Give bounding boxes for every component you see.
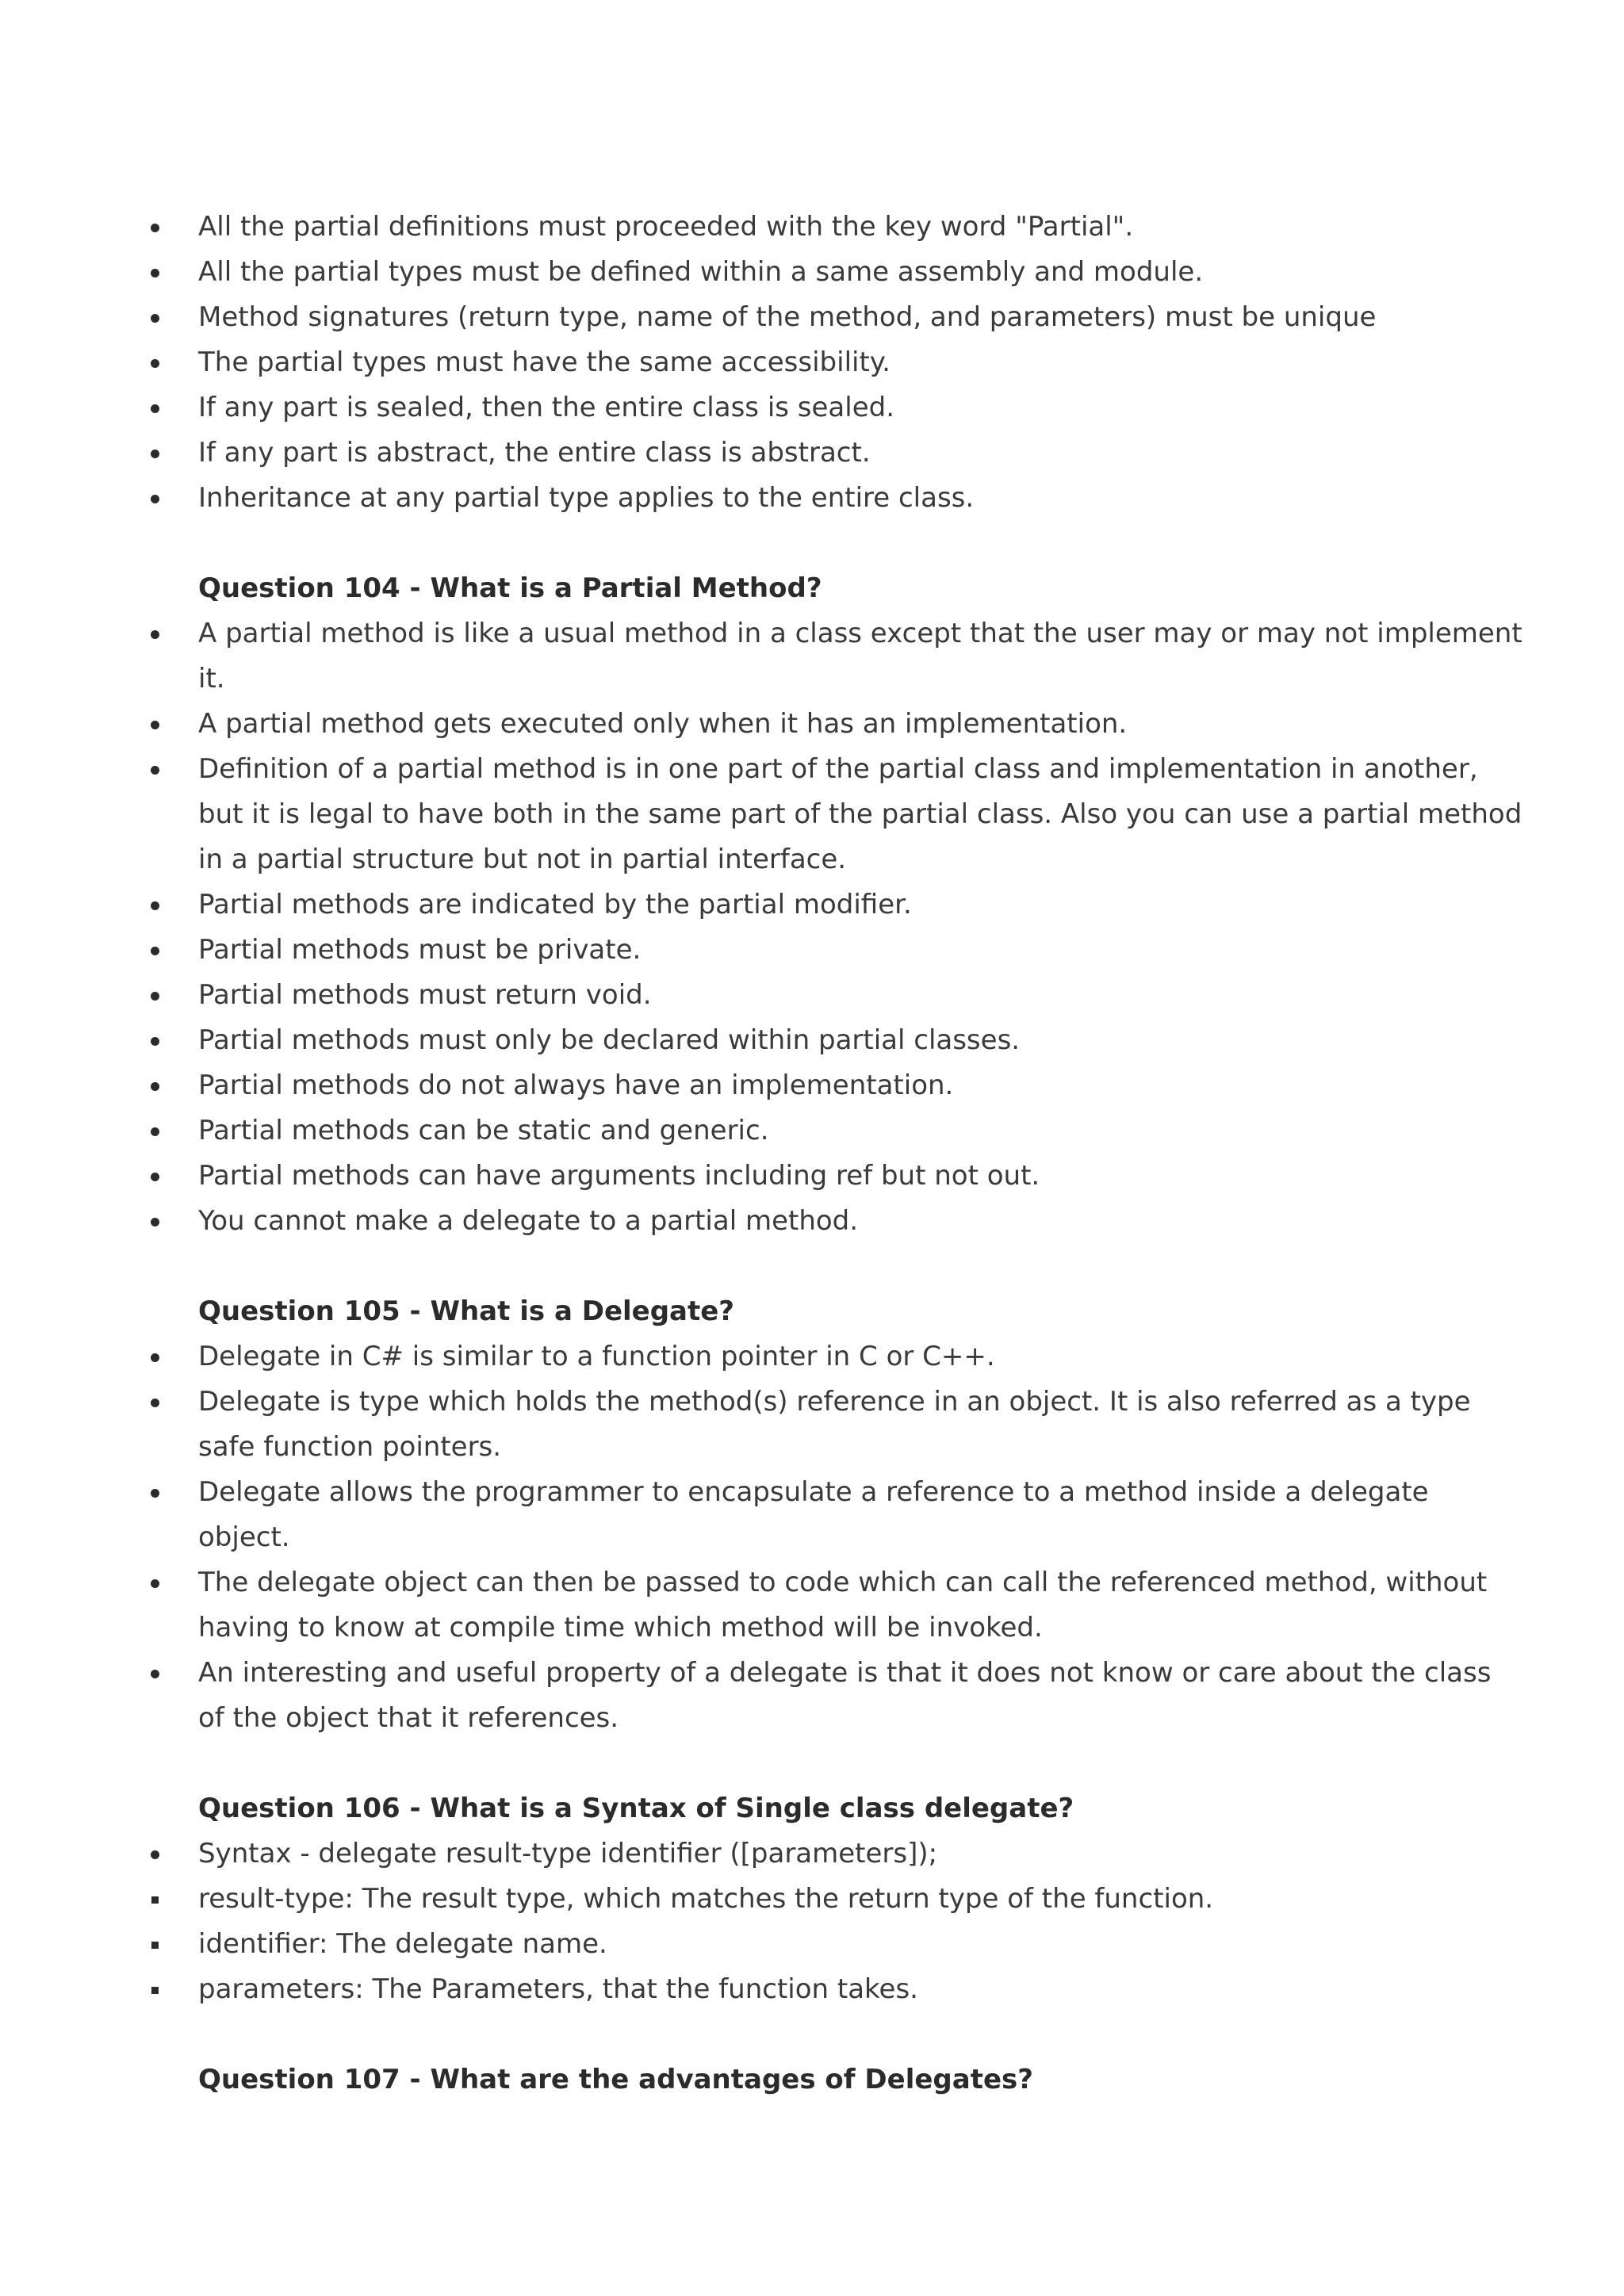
list-item-line <box>0 340 1624 385</box>
square-bullet-icon <box>149 1877 165 1922</box>
list-item-line <box>0 611 1624 656</box>
list-item-continuation-line <box>0 792 1624 837</box>
bullet-icon <box>149 747 165 792</box>
list-item-line <box>0 1967 1624 2012</box>
list-item-line <box>0 1922 1624 1967</box>
list-item-text: Delegate is type which holds the method(s) reference in an object. It is also referred as a type <box>198 1386 1471 1418</box>
list-item-continuation-line <box>0 1425 1624 1470</box>
bullet-icon <box>149 1651 165 1696</box>
list-item <box>0 205 1624 250</box>
list-item <box>0 882 1624 928</box>
list-item-line <box>0 1108 1624 1154</box>
list-item-text: Partial methods do not always have an implementation. <box>198 1070 954 1101</box>
list-item-text: The delegate object can then be passed to code which can call the referenced method, without <box>198 1567 1488 1598</box>
bullet-icon <box>149 1334 165 1380</box>
bullet-icon <box>149 295 165 340</box>
list-item <box>0 1831 1624 1877</box>
bullet-icon <box>149 250 165 295</box>
bullet-icon <box>149 611 165 656</box>
list-item <box>0 611 1624 702</box>
bullet-icon <box>149 973 165 1018</box>
question-heading-text: Question 104 - What is a Partial Method? <box>198 572 822 604</box>
list-item <box>0 747 1624 882</box>
list-item <box>0 1922 1624 1967</box>
bullet-icon <box>149 340 165 385</box>
list-item-text: Partial methods must only be declared within partial classes. <box>198 1024 1021 1056</box>
list-item-text: Delegate in C# is similar to a function pointer in C or C++. <box>198 1341 995 1372</box>
bullet-icon <box>149 1199 165 1244</box>
list-item-text: Partial methods can be static and generic. <box>198 1115 769 1146</box>
list-item-continuation-line <box>0 1696 1624 1741</box>
question-heading-text: Question 105 - What is a Delegate? <box>198 1295 735 1327</box>
list-item-text: Syntax - delegate result-type identifier ([parameters]); <box>198 1838 938 1869</box>
list-item-text: An interesting and useful property of a delegate is that it does not know or care about the class <box>198 1657 1492 1689</box>
list-item-text: it. <box>198 663 225 695</box>
list-item-line <box>0 1063 1624 1108</box>
list-item-line <box>0 1651 1624 1696</box>
list-item-continuation-line <box>0 1605 1624 1651</box>
list-item-line <box>0 250 1624 295</box>
list-item-text: Definition of a partial method is in one part of the partial class and implementation in another, <box>198 753 1478 785</box>
list-item-line <box>0 1018 1624 1063</box>
square-bullet-icon <box>149 1922 165 1967</box>
bullet-icon <box>149 1018 165 1063</box>
list-item <box>0 1154 1624 1199</box>
list-item <box>0 1334 1624 1380</box>
list-item <box>0 928 1624 973</box>
list-item <box>0 385 1624 430</box>
bullet-icon <box>149 1470 165 1515</box>
list-item-text: Partial methods are indicated by the partial modifier. <box>198 889 912 920</box>
list-item-text: result-type: The result type, which matches the return type of the function. <box>198 1883 1214 1915</box>
question-heading <box>0 2057 1624 2103</box>
list-item-text: of the object that it references. <box>198 1702 619 1734</box>
bullet-icon <box>149 1108 165 1154</box>
list-item <box>0 1108 1624 1154</box>
question-heading <box>0 1289 1624 1334</box>
list-item <box>0 1967 1624 2012</box>
list-item <box>0 1018 1624 1063</box>
list-item-continuation-line <box>0 837 1624 882</box>
list-item <box>0 973 1624 1018</box>
bullet-icon <box>149 1560 165 1605</box>
bullet-icon <box>149 882 165 928</box>
section-spacer <box>0 521 1624 566</box>
list-item-text: If any part is abstract, the entire class is abstract. <box>198 437 871 469</box>
list-item <box>0 1651 1624 1741</box>
list-item-line <box>0 1334 1624 1380</box>
list-item <box>0 1199 1624 1244</box>
list-item-line <box>0 1199 1624 1244</box>
question-heading-text: Question 107 - What are the advantages of Delegates? <box>198 2064 1033 2095</box>
list-item-line <box>0 205 1624 250</box>
list-item-text: Partial methods must be private. <box>198 934 642 966</box>
section-spacer <box>0 1244 1624 1289</box>
list-item-text: A partial method is like a usual method in a class except that the user may or may not implement <box>198 618 1522 649</box>
list-item-line <box>0 1380 1624 1425</box>
section-spacer <box>0 2012 1624 2057</box>
list-item-line <box>0 1560 1624 1605</box>
list-item-continuation-line <box>0 656 1624 702</box>
bullet-icon <box>149 1154 165 1199</box>
bullet-icon <box>149 1063 165 1108</box>
list-item-line <box>0 1877 1624 1922</box>
question-heading <box>0 1786 1624 1831</box>
list-item-line <box>0 747 1624 792</box>
bullet-icon <box>149 385 165 430</box>
bullet-icon <box>149 702 165 747</box>
list-item <box>0 1063 1624 1108</box>
list-item-line <box>0 928 1624 973</box>
bullet-icon <box>149 430 165 476</box>
list-item <box>0 340 1624 385</box>
list-item-text: If any part is sealed, then the entire class is sealed. <box>198 392 895 423</box>
list-item-text: Partial methods can have arguments including ref but not out. <box>198 1160 1040 1192</box>
bullet-icon <box>149 928 165 973</box>
list-item-text: safe function pointers. <box>198 1431 502 1463</box>
list-item-line <box>0 1470 1624 1515</box>
list-item-line <box>0 476 1624 521</box>
list-item-text: object. <box>198 1521 290 1553</box>
list-item-text: in a partial structure but not in partial interface. <box>198 844 847 875</box>
list-item-line <box>0 1154 1624 1199</box>
list-item <box>0 1877 1624 1922</box>
list-item <box>0 1380 1624 1470</box>
list-item-line <box>0 882 1624 928</box>
list-item-text: All the partial types must be defined within a same assembly and module. <box>198 256 1204 288</box>
list-item-text: parameters: The Parameters, that the function takes. <box>198 1973 918 2005</box>
bullet-icon <box>149 1380 165 1425</box>
list-item-line <box>0 702 1624 747</box>
list-item <box>0 430 1624 476</box>
list-item-text: Delegate allows the programmer to encapsulate a reference to a method inside a delegate <box>198 1476 1429 1508</box>
list-item-text: All the partial definitions must proceeded with the key word "Partial". <box>198 211 1134 243</box>
bullet-icon <box>149 476 165 521</box>
list-item-text: Inheritance at any partial type applies to the entire class. <box>198 482 975 514</box>
list-item-text: Partial methods must return void. <box>198 979 652 1011</box>
list-item-line <box>0 1831 1624 1877</box>
list-item <box>0 250 1624 295</box>
bullet-icon <box>149 205 165 250</box>
list-item-continuation-line <box>0 1515 1624 1560</box>
square-bullet-icon <box>149 1967 165 2012</box>
list-item <box>0 295 1624 340</box>
list-item <box>0 476 1624 521</box>
list-item-line <box>0 430 1624 476</box>
list-item <box>0 702 1624 747</box>
section-spacer <box>0 1741 1624 1786</box>
document-content <box>0 205 1624 2103</box>
question-heading <box>0 566 1624 611</box>
list-item-line <box>0 295 1624 340</box>
list-item-text: Method signatures (return type, name of the method, and parameters) must be unique <box>198 301 1377 333</box>
list-item-text: but it is legal to have both in the same part of the partial class. Also you can use a partial method <box>198 798 1522 830</box>
bullet-icon <box>149 1831 165 1877</box>
list-item-text: identifier: The delegate name. <box>198 1928 607 1960</box>
list-item-text: The partial types must have the same accessibility. <box>198 346 891 378</box>
list-item-line <box>0 973 1624 1018</box>
list-item <box>0 1470 1624 1560</box>
list-item <box>0 1560 1624 1651</box>
list-item-text: You cannot make a delegate to a partial method. <box>198 1205 859 1237</box>
question-heading-text: Question 106 - What is a Syntax of Single class delegate? <box>198 1793 1074 1824</box>
list-item-text: having to know at compile time which method will be invoked. <box>198 1612 1043 1644</box>
list-item-line <box>0 385 1624 430</box>
list-item-text: A partial method gets executed only when it has an implementation. <box>198 708 1128 740</box>
